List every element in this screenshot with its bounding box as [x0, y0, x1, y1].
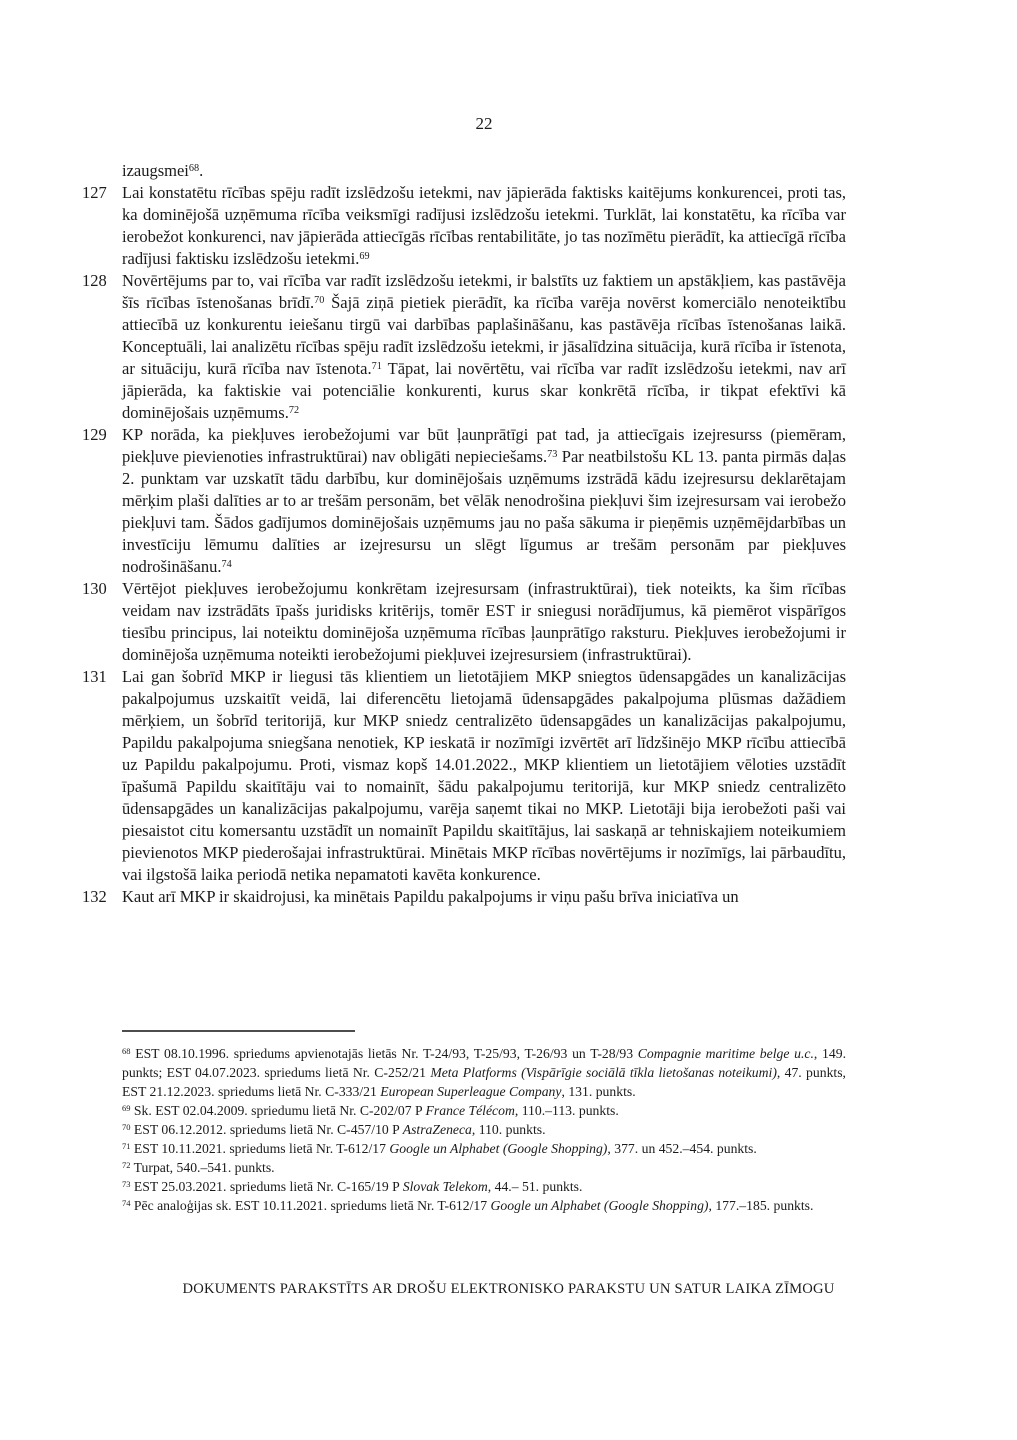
text-run: Pēc analoģijas sk. EST 10.11.2021. spriedums lietā Nr. T-612/17 [130, 1198, 491, 1213]
text-run: Kaut arī MKP ir skaidrojusi, ka minētais Papildu pakalpojums ir viņu pašu brīva iniciatīva un [122, 887, 739, 906]
footnote-ref-71: 71 [371, 361, 382, 373]
paragraph-number: 128 [82, 271, 107, 290]
footnote-separator [122, 1030, 355, 1032]
text-run: EST 06.12.2012. spriedums lietā Nr. C-457/10 P [130, 1122, 403, 1137]
footnote-ref-74: 74 [122, 1198, 131, 1209]
case-name: European Superleague Company [380, 1084, 562, 1099]
footnote-72 [122, 1158, 846, 1177]
footnote-73 [122, 1177, 846, 1196]
text-run: izaugsmei [122, 161, 189, 180]
text-run: Turpat, 540.–541. punkts. [130, 1160, 275, 1175]
body-paragraph-131 [82, 666, 846, 886]
paragraph-number: 127 [82, 183, 107, 202]
text-run: Lai konstatētu rīcības spēju radīt izslēdzošu ietekmi, nav jāpierāda faktisks kaitējums konkurencei, proti tas, ka dominējošā uzņēmuma rīcība veiksmīgi radījusi izslēdzošu ietekmi. Turklāt, lai konstatētu, ka rīcība var ierobežot konkurenci, nav jāpierāda attiecīgās rīcības rentabilitāte, jo tas nozīmētu pierādīt, ka attiecīgā rīcība radījusi faktisku izslēdzošu ietekmi. [122, 183, 846, 268]
footnote-ref-68: 68 [188, 163, 200, 175]
body-paragraph-127 [82, 182, 846, 270]
text-run: Par neatbilstošu KL 13. panta pirmās daļas 2. punktam var uzskatīt tādu darbību, kur dominējošais uzņēmums izstrādā kādu izejresursu deklarētajam mērķim plaši dalīties ar to ar trešām personām, bet vēlāk nenodrošina piekļuvi šim izejresursam vai ierobežo piekļuvi tam. Šādos gadījumos dominējošais uzņēmums jau no paša sākuma ir pieņēmis uzņēmējdarbības un investīciju lēmumu dalīties ar izejresursu un slēgt līgumus ar trešām personām par piekļuves nodrošināšanu. [122, 447, 846, 576]
footnote-ref-74: 74 [221, 559, 232, 571]
text-run: , 377. un 452.–454. punkts. [607, 1141, 757, 1156]
footnote-ref-72: 72 [122, 1160, 131, 1171]
footnote-ref-69: 69 [122, 1103, 131, 1114]
footnote-ref-69: 69 [359, 251, 370, 263]
text-run: , 131. punkts. [561, 1084, 636, 1099]
text-run: EST 08.10.1996. spriedums apvienotajās lietās Nr. T-24/93, T-25/93, T-26/93 un T-28/93 [130, 1046, 638, 1061]
body-paragraphs [82, 160, 847, 1030]
text-run: Tāpat, lai novērtētu, vai rīcība var radīt izslēdzošu ietekmi, nav arī jāpierāda, ka faktiskie vai potenciālie konkurenti, kurus skar konkrētā rīcība, ir tikpat efektīvi kā dominējošais uzņēmums. [122, 359, 847, 422]
case-name: Meta Platforms (Vispārīgie sociālā tīkla lietošanas noteikumi) [430, 1065, 777, 1080]
footnote-ref-71: 71 [122, 1141, 131, 1152]
paragraph-number: 129 [82, 425, 107, 444]
text-run: Vērtējot piekļuves ierobežojumu konkrētam izejresursam (infrastruktūrai), tiek noteikts, ka šim rīcības veidam nav izstrādāts īpašs juridisks kritērijs, tomēr EST ir sniegusi norādījumus, kā piemērot vispārīgos tiesību principus, lai noteiktu dominējoša uzņēmuma rīcības ļaunprātīgo raksturu. Piekļuves ierobežojumi ir dominējoša uzņēmuma noteikti ierobežojumi piekļuvei izejresursiem (infrastruktūrai). [122, 579, 846, 664]
footnote-74 [122, 1196, 846, 1215]
footnote-ref-73: 73 [122, 1179, 131, 1190]
text-run: , 44.– 51. punkts. [487, 1179, 583, 1194]
text-run: , 149. punkts; EST 04.07.2023. spriedums lietā Nr. C-252/21 [122, 1046, 846, 1080]
body-paragraph-129 [82, 424, 846, 578]
text-run: EST 10.11.2021. spriedums lietā Nr. T-612/17 [130, 1141, 390, 1156]
body-paragraph-132 [82, 886, 846, 908]
footnote-ref-73: 73 [547, 449, 558, 461]
case-name: AstraZeneca [402, 1122, 472, 1137]
footnote-ref-70: 70 [122, 1122, 131, 1133]
text-run: EST 25.03.2021. spriedums lietā Nr. C-165/19 P [130, 1179, 403, 1194]
body-paragraph-130 [82, 578, 846, 666]
text-run: , 47. punkts, EST 21.12.2023. spriedums lietā Nr. C-333/21 [122, 1065, 846, 1099]
footnote-68 [122, 1044, 846, 1101]
footnote-70 [122, 1120, 846, 1139]
text-run: Novērtējums par to, vai rīcība var radīt izslēdzošu ietekmi, ir balstīts uz faktiem un apstākļiem, kas pastāvēja šīs rīcības īstenošanas brīdī. [122, 271, 846, 312]
paragraph-continuation [122, 160, 846, 182]
paragraph-number: 131 [82, 667, 107, 686]
paragraph-number: 130 [82, 579, 107, 598]
text-run: Sk. EST 02.04.2009. spriedumu lietā Nr. C-202/07 P [130, 1103, 426, 1118]
footnote-ref-72: 72 [288, 405, 300, 417]
footnote-69 [122, 1101, 846, 1120]
text-run: , 110.–113. punkts. [514, 1103, 619, 1118]
text-run: , 110. punkts. [471, 1122, 546, 1137]
footnote-ref-70: 70 [314, 295, 325, 307]
text-run: KP norāda, ka piekļuves ierobežojumi var būt ļaunprātīgi pat tad, ja attiecīgais izejresurss (piemēram, piekļuve pievienoties infrastruktūrai) nav obligāti nepieciešams. [122, 425, 846, 466]
document-content [82, 160, 847, 1215]
body-paragraph-128 [82, 270, 847, 424]
text-run: Šajā ziņā pietiek pierādīt, ka rīcība varēja novērst komerciālo nenoteiktību attiecībā uz konkurentu ieiešanu tirgū vai darbības paplašināšanu, kas pastāvēja rīcības īstenošanas laikā. Konceptuāli, lai analizētu rīcības spēju radīt izslēdzošu ietekmi, ir jāsalīdzina situācija, kurā rīcība ir īstenota, ar situāciju, kurā rīcība nav īstenota. [122, 293, 846, 378]
text-run: , 177.–185. punkts. [708, 1198, 814, 1213]
case-name: France Télécom [425, 1103, 515, 1118]
footnote-ref-68: 68 [122, 1046, 131, 1057]
paragraph-number: 132 [82, 887, 107, 906]
signature-footer: DOKUMENTS PARAKSTĪTS AR DROŠU ELEKTRONISKO PARAKSTU UN SATUR LAIKA ZĪMOGU [182, 1281, 835, 1297]
footnotes-section [122, 1044, 846, 1215]
page-number: 22 [475, 114, 493, 133]
text-run: Lai gan šobrīd MKP ir liegusi tās klientiem un lietotājiem MKP sniegtos ūdensapgādes un kanalizācijas pakalpojumus uzskaitīt veidā, lai diferencētu lietojamā ūdensapgādes pakalpojuma plūsmas dažādiem mērķiem, un šobrīd teritorijā, kur MKP sniedz centralizēto ūdensapgādes un kanalizācijas pakalpojumu, Papildu pakalpojuma sniegšana nenotiek, KP ieskatā ir nozīmīgi izvērtēt arī līdzšinējo MKP rīcību attiecībā uz Papildu pakalpojumu. Proti, vismaz kopš 14.01.2022., MKP klientiem un lietotājiem vēloties uzstādīt īpašumā Papildu skaitītāju vai to nomainīt, šādu pakalpojumu teritorijā, kur MKP sniedz centralizēto ūdensapgādes un kanalizācijas pakalpojumu, varēja saņemt tikai no MKP. Lietotāji bija ierobežoti paši vai piesaistot citu komersantu uzstādīt un nomainīt Papildu skaitītājus, lai saskaņā ar tehniskajiem noteikumiem pievienotos MKP piederošajai infrastruktūrai. Minētais MKP rīcības novērtējums ir nozīmīgs, lai pārbaudītu, vai ilgstošā laika periodā netika nepamatoti kavēta konkurence. [122, 667, 846, 884]
case-name: Compagnie maritime belge u.c. [637, 1046, 814, 1061]
footnote-71 [122, 1139, 846, 1158]
case-name: Slovak Telekom [402, 1179, 488, 1194]
case-name: Google un Alphabet (Google Shopping) [389, 1141, 608, 1156]
text-run: . [199, 161, 204, 180]
case-name: Google un Alphabet (Google Shopping) [490, 1198, 709, 1213]
